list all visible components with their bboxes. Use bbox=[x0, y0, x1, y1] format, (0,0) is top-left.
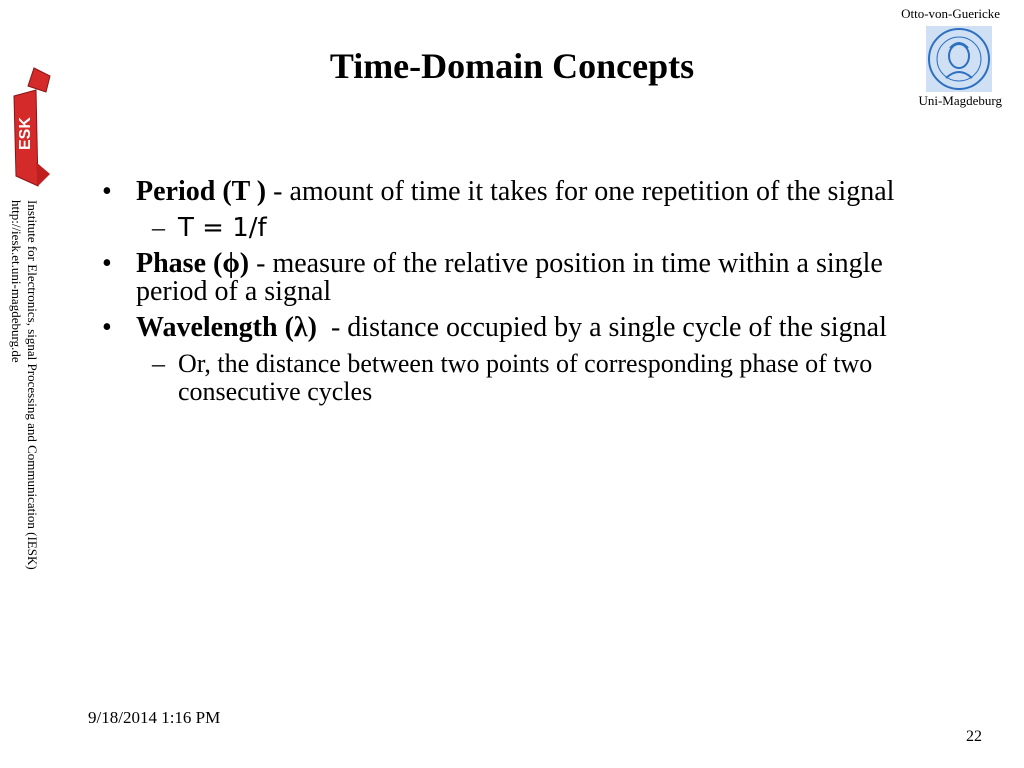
bullet-mark: • bbox=[102, 248, 112, 279]
bullet-description: - distance occupied by a single cycle of the signal bbox=[330, 312, 887, 343]
sub-bullet-text: T = 1/f bbox=[178, 213, 267, 243]
sub-bullet-wavelength-alt bbox=[96, 350, 946, 406]
bullet-wavelength bbox=[96, 314, 946, 342]
dash-mark: – bbox=[152, 349, 165, 378]
university-name-bottom: Uni-Magdeburg bbox=[918, 93, 1002, 108]
bullet-mark: • bbox=[102, 312, 112, 343]
bullet-description: - measure of the relative position in time within a single period of a signal bbox=[136, 248, 883, 307]
bullet-description: - amount of time it takes for one repetition of the signal bbox=[273, 176, 895, 207]
esk-logo-text: ESK bbox=[17, 117, 34, 150]
bullet-term: Phase bbox=[136, 248, 206, 279]
bullet-period bbox=[96, 178, 946, 206]
page-number: 22 bbox=[966, 728, 982, 745]
bullet-term: Wavelength bbox=[136, 312, 278, 343]
bullet-mark: • bbox=[102, 176, 112, 207]
sub-bullet-text: Or, the distance between two points of corresponding phase of two consecutive cycles bbox=[178, 349, 873, 406]
slide-datetime: 9/18/2014 1:16 PM bbox=[88, 708, 221, 727]
institute-sidebar bbox=[8, 200, 40, 570]
bullet-term: Period bbox=[136, 176, 216, 207]
bullet-symbol: (T ) bbox=[222, 176, 267, 207]
bullet-phase bbox=[96, 250, 946, 306]
bullet-symbol: (ϕ) bbox=[213, 248, 250, 279]
university-name-top: Otto-von-Guericke bbox=[901, 6, 1000, 21]
slide-title: Time-Domain Concepts bbox=[329, 46, 695, 86]
bullet-list bbox=[96, 178, 946, 414]
institute-url: http://iesk.et.uni-magdeburg.de bbox=[9, 200, 24, 363]
bullet-symbol: (λ) bbox=[284, 312, 317, 343]
sub-bullet-period-formula bbox=[96, 214, 946, 242]
institute-name: Institute for Electronics, signal Processing and Communication (IESK) bbox=[25, 200, 40, 570]
dash-mark: – bbox=[152, 213, 165, 242]
